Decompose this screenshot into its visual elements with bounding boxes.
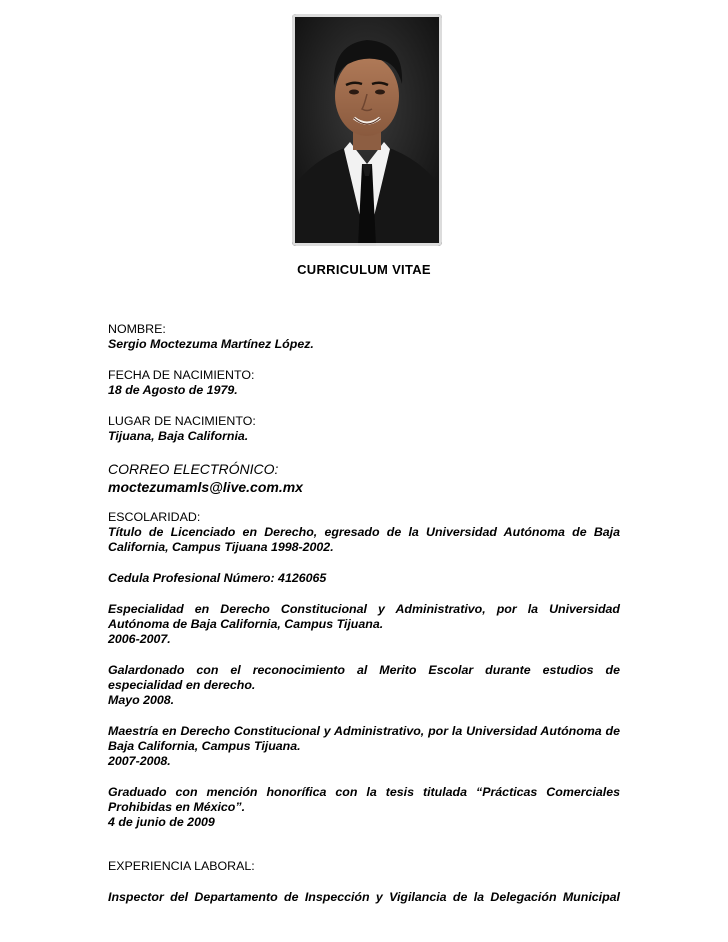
field-correo: [108, 460, 620, 496]
education-graduado: [108, 785, 620, 830]
section-label: ESCOLARIDAD:: [108, 510, 201, 524]
education-cedula: [108, 571, 620, 586]
education-especialidad: [108, 602, 620, 647]
resume-content: [108, 322, 620, 921]
field-lugar-nacimiento: [108, 414, 620, 444]
education-item: Galardonado con el reconocimiento al Merito Escolar durante estudios de especialidad en derecho.: [108, 663, 620, 692]
email-link[interactable]: moctezumamls@live.com.mx: [108, 479, 303, 495]
experience-section: [108, 859, 620, 874]
field-value: Sergio Moctezuma Martínez López.: [108, 337, 314, 351]
education-date: 4 de junio de 2009: [108, 815, 215, 829]
education-date: 2007-2008.: [108, 754, 171, 768]
field-label: FECHA DE NACIMIENTO:: [108, 368, 255, 382]
field-label: NOMBRE:: [108, 322, 166, 336]
profile-photo: [292, 14, 442, 246]
field-value: Tijuana, Baja California.: [108, 429, 249, 443]
field-label: LUGAR DE NACIMIENTO:: [108, 414, 256, 428]
field-label: CORREO ELECTRÓNICO:: [108, 461, 279, 477]
education-item: Graduado con mención honorífica con la tesis titulada “Prácticas Comerciales Prohibidas en México”.: [108, 785, 620, 814]
education-item: Título de Licenciado en Derecho, egresado de la Universidad Autónoma de Baja California, Campus Tijuana 1998-2002.: [108, 525, 620, 554]
section-label: EXPERIENCIA LABORAL:: [108, 859, 255, 873]
field-fecha-nacimiento: [108, 368, 620, 398]
education-date: 2006-2007.: [108, 632, 171, 646]
education-section: [108, 510, 620, 555]
education-galardonado: [108, 663, 620, 708]
education-item: Especialidad en Derecho Constitucional y Administrativo, por la Universidad Autónoma de Baja California, Campus Tijuana.: [108, 602, 620, 631]
experience-text: Inspector del Departamento de Inspección y Vigilancia de la Delegación Municipal: [108, 890, 620, 904]
field-value: 18 de Agosto de 1979.: [108, 383, 238, 397]
education-maestria: [108, 724, 620, 769]
education-date: Mayo 2008.: [108, 693, 175, 707]
document-title: CURRICULUM VITAE: [297, 262, 431, 277]
education-item: Cedula Profesional Número: 4126065: [108, 571, 327, 585]
field-nombre: [108, 322, 620, 352]
education-item: Maestría en Derecho Constitucional y Administrativo, por la Universidad Autónoma de Baja California, Campus Tijuana.: [108, 724, 620, 753]
experience-item: [108, 890, 620, 905]
